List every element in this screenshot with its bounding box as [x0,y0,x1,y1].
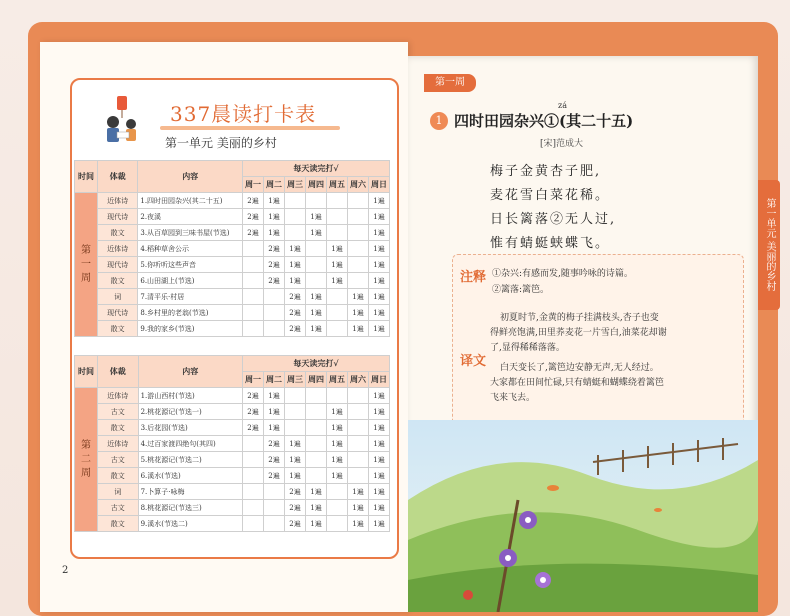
table-row [75,305,390,321]
checkbox-cell[interactable]: 1遍 [369,241,390,257]
checkbox-cell[interactable]: 1遍 [348,516,369,532]
checkbox-cell[interactable]: 2遍 [285,289,306,305]
table-row [75,420,390,436]
checkbox-cell[interactable] [348,420,369,436]
checkbox-cell[interactable] [306,257,327,273]
checkbox-cell[interactable]: 2遍 [243,193,264,209]
col-daily: 每天读完打√ [243,161,390,177]
checkbox-cell[interactable]: 1遍 [327,404,348,420]
checkbox-cell[interactable]: 2遍 [243,225,264,241]
genre-cell: 近体诗 [97,436,138,452]
checkbox-cell[interactable]: 2遍 [243,404,264,420]
checkbox-cell[interactable]: 1遍 [348,500,369,516]
checkbox-cell[interactable]: 1遍 [327,468,348,484]
checkbox-cell[interactable]: 1遍 [369,436,390,452]
unit-subtitle: 第一单元 美丽的乡村 [165,136,277,150]
checkbox-cell[interactable]: 1遍 [369,452,390,468]
checkbox-cell[interactable] [306,241,327,257]
col-day: 周日 [369,372,390,388]
translation-line: 大家都在田间忙碌,只有蜻蜓和蝴蝶绕着篱笆 [490,378,664,388]
translation-line: 初夏时节,金黄的梅子挂满枝头,杏子也变 [500,313,659,323]
checkbox-cell[interactable]: 1遍 [369,321,390,337]
checkbox-cell[interactable]: 1遍 [369,484,390,500]
table-row [75,257,390,273]
checkbox-cell[interactable]: 1遍 [306,289,327,305]
checkbox-cell[interactable] [243,500,264,516]
checkbox-cell[interactable]: 2遍 [243,420,264,436]
col-daily: 每天读完打√ [243,356,390,372]
checkbox-cell[interactable]: 1遍 [306,484,327,500]
translation-label: 译文 [460,354,487,369]
kids-reading-illustration [95,92,150,148]
checkbox-cell[interactable] [285,225,306,241]
table-row [75,321,390,337]
note-item: ①杂兴:有感而发,随事吟咏的诗篇。 [492,269,633,279]
content-cell: 2.夜溪 [138,209,243,225]
table-row [75,388,390,404]
checkbox-cell[interactable]: 1遍 [264,404,285,420]
checkbox-cell[interactable] [243,484,264,500]
content-cell: 2.桃花源记(节选一) [138,404,242,420]
content-cell: 3.从百草园到三味书屋(节选) [138,225,243,241]
notes-label: 注释 [460,270,487,285]
checkbox-cell[interactable]: 1遍 [327,436,348,452]
checkbox-cell[interactable]: 1遍 [327,452,348,468]
poem-line: 惟有蜻蜓蛱蝶飞。 [490,236,611,251]
col-day: 周五 [327,177,348,193]
checkbox-cell[interactable] [243,516,264,532]
checkbox-cell[interactable]: 1遍 [306,209,327,225]
week-label: 第二周 [75,388,98,532]
content-cell: 5.桃花源记(节选二) [138,452,242,468]
content-cell: 3.后花园(节选) [138,420,242,436]
note-item: ②篱落:篱笆。 [492,285,550,295]
checkbox-cell[interactable]: 1遍 [369,273,390,289]
checkbox-cell[interactable]: 1遍 [264,420,285,436]
checkbox-cell[interactable] [306,436,327,452]
checkbox-cell[interactable]: 1遍 [369,404,390,420]
checkbox-cell[interactable] [264,500,285,516]
col-day: 周三 [285,177,306,193]
poem-line: 日长篱落②无人过, [490,212,617,227]
checkbox-cell[interactable] [264,516,285,532]
checkin-title: 337晨读打卡表 [170,102,317,126]
checkbox-cell[interactable] [243,321,264,337]
genre-cell: 散文 [97,321,137,337]
checkbox-cell[interactable]: 1遍 [285,468,306,484]
checkbox-cell[interactable]: 1遍 [327,257,348,273]
checkbox-cell[interactable] [348,273,369,289]
week-label: 第一周 [75,193,98,337]
genre-cell: 散文 [97,420,138,436]
checkbox-cell[interactable]: 2遍 [285,305,306,321]
checkbox-cell[interactable] [348,404,369,420]
checkbox-cell[interactable] [243,257,264,273]
genre-cell: 古文 [97,500,138,516]
genre-cell: 词 [97,289,137,305]
week-tag: 第一周 [424,74,476,92]
checkbox-cell[interactable] [327,209,348,225]
checkbox-cell[interactable]: 1遍 [348,321,369,337]
poem-line: 麦花雪白菜花稀。 [490,188,611,203]
checkbox-cell[interactable]: 1遍 [306,305,327,321]
checkbox-cell[interactable]: 2遍 [285,484,306,500]
table-row [75,209,390,225]
checkbox-cell[interactable] [285,404,306,420]
table-row [75,468,390,484]
col-day: 周二 [264,177,285,193]
poem-number-badge: 1 [430,112,448,130]
checkbox-cell[interactable]: 2遍 [264,436,285,452]
checkbox-cell[interactable]: 2遍 [243,209,264,225]
col-day: 周五 [327,372,348,388]
countryside-illustration [408,380,758,612]
checkbox-cell[interactable] [327,289,348,305]
checkbox-cell[interactable] [306,468,327,484]
content-cell: 9.溪水(节选二) [138,516,242,532]
checkbox-cell[interactable] [306,388,327,404]
checkbox-cell[interactable]: 2遍 [264,257,285,273]
content-cell: 7.清平乐·村居 [138,289,243,305]
table-row [75,484,390,500]
genre-cell: 现代诗 [97,305,137,321]
genre-cell: 散文 [97,516,138,532]
checkbox-cell[interactable] [264,321,285,337]
checkbox-cell[interactable] [243,452,264,468]
checkbox-cell[interactable]: 1遍 [285,436,306,452]
week1-table [74,160,390,337]
content-cell: 4.过百家渡四绝句(其四) [138,436,242,452]
checkbox-cell[interactable]: 1遍 [369,289,390,305]
checkbox-cell[interactable] [243,436,264,452]
checkbox-cell[interactable] [327,321,348,337]
content-cell: 7.卜算子·咏梅 [138,484,242,500]
genre-cell: 现代诗 [97,257,137,273]
checkbox-cell[interactable]: 1遍 [306,516,327,532]
content-cell: 6.溪水(节选) [138,468,242,484]
content-cell: 1.四时田园杂兴(其二十五) [138,193,243,209]
col-time: 时间 [75,356,98,388]
content-cell: 9.我的家乡(节选) [138,321,243,337]
col-genre: 体裁 [97,161,137,193]
translation-line: 白天变长了,篱笆边安静无声,无人经过。 [500,363,659,373]
col-content: 内容 [138,161,243,193]
col-day: 周三 [285,372,306,388]
col-time: 时间 [75,161,98,193]
checkbox-cell[interactable]: 1遍 [369,500,390,516]
checkbox-cell[interactable] [348,452,369,468]
table-row [75,273,390,289]
genre-cell: 散文 [97,273,137,289]
col-day: 周六 [348,372,369,388]
table-row [75,500,390,516]
table-header-row [75,161,390,177]
checkbox-cell[interactable]: 1遍 [306,225,327,241]
checkbox-cell[interactable]: 1遍 [369,305,390,321]
checkbox-cell[interactable] [327,388,348,404]
translation-line: 得鲜亮饱满,田里荞麦花一片雪白,油菜花却谢 [490,328,667,338]
checkbox-cell[interactable]: 1遍 [264,388,285,404]
checkbox-cell[interactable] [285,209,306,225]
checkbox-cell[interactable]: 1遍 [348,305,369,321]
checkbox-cell[interactable]: 2遍 [264,468,285,484]
checkbox-cell[interactable] [327,305,348,321]
checkbox-cell[interactable] [327,484,348,500]
title-underline [160,126,340,130]
genre-cell: 散文 [97,468,138,484]
checkbox-cell[interactable]: 1遍 [285,257,306,273]
checkbox-cell[interactable] [327,500,348,516]
checkbox-cell[interactable] [264,305,285,321]
col-day: 周一 [243,177,264,193]
checkbox-cell[interactable]: 1遍 [327,273,348,289]
translation-line: 了,显得稀稀落落。 [490,343,565,353]
table-row [75,289,390,305]
checkbox-cell[interactable]: 1遍 [285,452,306,468]
checkbox-cell[interactable]: 1遍 [369,516,390,532]
checkbox-cell[interactable]: 1遍 [369,468,390,484]
checkbox-cell[interactable] [327,193,348,209]
table-row [75,404,390,420]
checkbox-cell[interactable]: 2遍 [264,241,285,257]
poem-title: 四时田园杂兴①(其二十五) [454,112,634,130]
table-row [75,225,390,241]
genre-cell: 近体诗 [97,388,138,404]
genre-cell: 古文 [97,452,138,468]
checkbox-cell[interactable]: 1遍 [369,257,390,273]
checkbox-cell[interactable] [348,193,369,209]
checkbox-cell[interactable]: 2遍 [264,273,285,289]
checkbox-cell[interactable] [264,289,285,305]
content-cell: 1.游山西村(节选) [138,388,242,404]
checkbox-cell[interactable] [306,273,327,289]
side-tab: 第一单元 美丽的乡村 [758,180,780,310]
table-row [75,193,390,209]
checkbox-cell[interactable] [348,209,369,225]
content-cell: 8.乡村里的老翁(节选) [138,305,243,321]
checkbox-cell[interactable] [327,516,348,532]
checkbox-cell[interactable]: 1遍 [369,225,390,241]
table-row [75,452,390,468]
checkbox-cell[interactable]: 1遍 [285,241,306,257]
content-cell: 5.你听听这些声音 [138,257,243,273]
checkbox-cell[interactable]: 1遍 [348,289,369,305]
content-cell: 8.桃花源记(节选三) [138,500,242,516]
checkbox-cell[interactable]: 1遍 [369,388,390,404]
checkbox-cell[interactable]: 1遍 [327,241,348,257]
checkbox-cell[interactable] [285,193,306,209]
genre-cell: 近体诗 [97,193,137,209]
page-number: 2 [62,565,69,576]
checkbox-cell[interactable] [348,257,369,273]
checkbox-cell[interactable] [306,193,327,209]
week2-table [74,355,390,532]
checkbox-cell[interactable] [243,289,264,305]
checkbox-cell[interactable]: 2遍 [264,452,285,468]
checkbox-cell[interactable]: 1遍 [264,193,285,209]
checkbox-cell[interactable]: 1遍 [306,321,327,337]
checkbox-cell[interactable] [243,241,264,257]
col-day: 周四 [306,372,327,388]
checkbox-cell[interactable]: 1遍 [285,273,306,289]
genre-cell: 现代诗 [97,209,137,225]
checkbox-cell[interactable] [348,436,369,452]
checkbox-cell[interactable]: 1遍 [306,500,327,516]
checkbox-cell[interactable] [327,225,348,241]
content-cell: 4.稻种草舍公示 [138,241,243,257]
checkbox-cell[interactable] [348,225,369,241]
table-row [75,436,390,452]
table-header-row [75,356,390,372]
col-day: 周四 [306,177,327,193]
table-row [75,516,390,532]
checkbox-cell[interactable] [348,468,369,484]
col-day: 周一 [243,372,264,388]
checkbox-cell[interactable] [243,305,264,321]
poem-line: 梅子金黄杏子肥, [490,164,602,179]
checkbox-cell[interactable]: 1遍 [348,484,369,500]
translation-line: 飞来飞去。 [490,393,536,403]
checkbox-cell[interactable]: 1遍 [327,420,348,436]
checkbox-cell[interactable]: 1遍 [264,209,285,225]
checkbox-cell[interactable] [348,388,369,404]
checkbox-cell[interactable]: 1遍 [369,209,390,225]
checkbox-cell[interactable]: 2遍 [285,516,306,532]
checkbox-cell[interactable]: 1遍 [369,193,390,209]
checkbox-cell[interactable] [285,420,306,436]
checkbox-cell[interactable] [306,452,327,468]
checkbox-cell[interactable]: 2遍 [243,388,264,404]
col-day: 周六 [348,177,369,193]
col-genre: 体裁 [97,356,138,388]
checkbox-cell[interactable] [243,468,264,484]
checkbox-cell[interactable] [243,273,264,289]
checkbox-cell[interactable] [306,420,327,436]
checkbox-cell[interactable] [285,388,306,404]
genre-cell: 词 [97,484,138,500]
col-content: 内容 [138,356,242,388]
col-day: 周二 [264,372,285,388]
genre-cell: 散文 [97,225,137,241]
col-day: 周日 [369,177,390,193]
content-cell: 6.山田湖上(节选) [138,273,243,289]
checkbox-cell[interactable]: 2遍 [285,321,306,337]
checkbox-cell[interactable] [264,484,285,500]
pinyin-annotation: zá [558,101,567,110]
checkbox-cell[interactable] [306,404,327,420]
table-row [75,241,390,257]
checkbox-cell[interactable]: 2遍 [285,500,306,516]
genre-cell: 近体诗 [97,241,137,257]
genre-cell: 古文 [97,404,138,420]
checkbox-cell[interactable] [348,241,369,257]
poem-author: [宋]范成大 [540,139,584,149]
checkbox-cell[interactable]: 1遍 [264,225,285,241]
checkbox-cell[interactable]: 1遍 [369,420,390,436]
